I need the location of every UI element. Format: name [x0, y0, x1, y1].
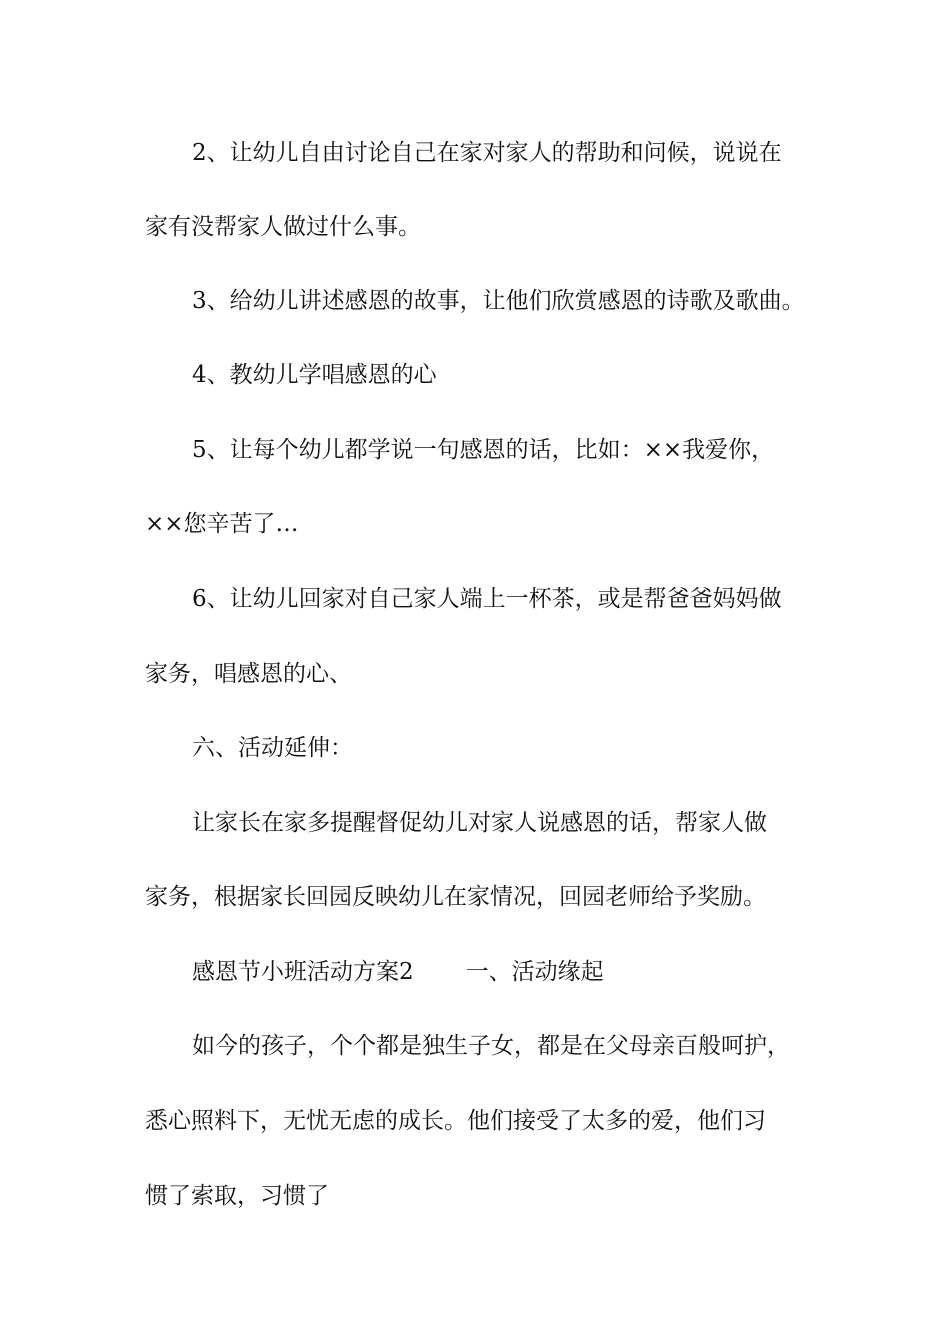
text-line: 家务，唱感恩的心、: [145, 661, 352, 687]
text-line: 家有没帮家人做过什么事。: [145, 214, 421, 240]
text-line: 悉心照料下，无忧无虑的成长。他们接受了太多的爱，他们习: [145, 1108, 766, 1134]
text-line: ××您辛苦了…: [145, 511, 299, 537]
text-line: 2、让幼儿自由讨论自己在家对家人的帮助和问候，说说在: [192, 140, 782, 166]
doc-title: 感恩节小班活动方案2: [192, 959, 414, 985]
text-line: 6、让幼儿回家对自己家人端上一杯茶，或是帮爸爸妈妈做: [192, 586, 782, 612]
text-line: 如今的孩子，个个都是独生子女，都是在父母亲百般呵护，: [192, 1033, 790, 1059]
text-line: 让家长在家多提醒督促幼儿对家人说感恩的话，帮家人做: [192, 810, 767, 836]
text-line: 5、让每个幼儿都学说一句感恩的话，比如：××我爱你，: [192, 437, 775, 463]
text-line: 惯了索取，习惯了: [145, 1183, 329, 1209]
text-line: 3、给幼儿讲述感恩的故事，让他们欣赏感恩的诗歌及歌曲。: [192, 288, 805, 314]
text-line: 家务，根据家长回园反映幼儿在家情况，回园老师给予奖励。: [145, 884, 766, 910]
section-heading: 一、活动缘起: [465, 959, 604, 985]
title-line: [192, 957, 604, 987]
text-line: 4、教幼儿学唱感恩的心: [192, 362, 437, 388]
section-heading: 六、活动延伸：: [192, 735, 353, 761]
